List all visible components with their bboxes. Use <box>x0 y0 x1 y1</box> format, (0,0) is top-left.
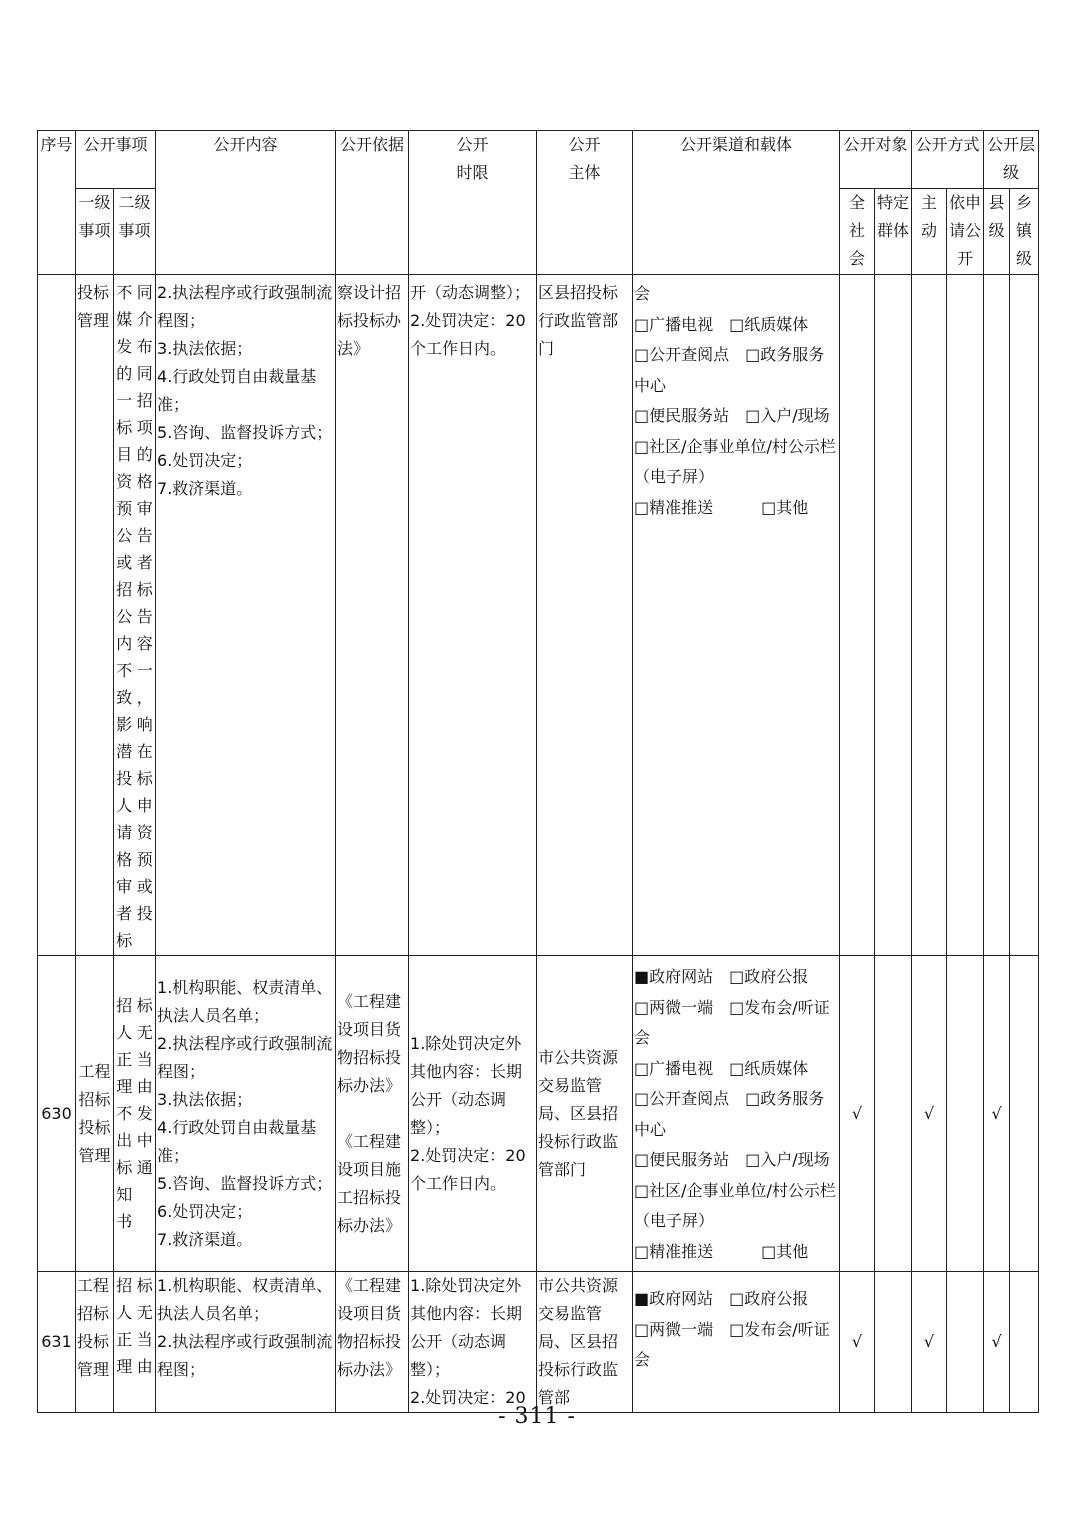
row-content: 2.执法程序或行政强制流程图； 3.执法依据； 4.行政处罚自由裁量基准； 5.咨询、监督投诉方式； 6.处罚决定； 7.救济渠道。 <box>156 275 336 956</box>
row-subject: 市公共资源交易监管局、区县招投标行政监管部门 <box>537 956 633 1272</box>
row-level2-col-a: 不 媒 发 的 一 标 目 资 预 公 或 招 公 内 不 致 影 潜 投 人 请 格 审 者 标 <box>116 283 133 950</box>
row-content: 1.机构职能、权责清单、执法人员名单； 2.执法程序或行政强制流程图； <box>156 1272 336 1413</box>
channel-item: □社区/企事业单位/村公示栏（电子屏） <box>634 1180 836 1230</box>
row-level2-col-b: 同 介 布 同 招 项 的 格 审 告 者 标 告 容 一 ， 响 在 标 申 资 预 或 投 <box>136 283 153 923</box>
row-target-specific <box>875 956 912 1272</box>
row-method-active: √ <box>912 956 947 1272</box>
row-level-town <box>1010 275 1039 956</box>
row-seq: 630 <box>38 956 76 1272</box>
row-level-town <box>1010 1272 1039 1413</box>
row-basis: 察设计招标投标办法》 <box>336 275 409 956</box>
page-number: - 311 - <box>498 1404 576 1429</box>
header-level1: 一级事项 <box>76 189 114 275</box>
channel-item: □广播电视 □纸质媒体 <box>634 1058 809 1078</box>
table-row <box>38 956 1039 1272</box>
header-level2: 二级事项 <box>114 189 156 275</box>
row-method-request <box>947 275 984 956</box>
header-method-request: 依申 请公 开 <box>947 189 984 275</box>
channel-item: □广播电视 □纸质媒体 <box>634 314 809 334</box>
header-level-town: 乡 镇 级 <box>1010 189 1039 275</box>
row-target-all: √ <box>840 1272 875 1413</box>
row-level-county: √ <box>984 1272 1010 1413</box>
row-level2-col-b: 标 无 当 由 发 中 通 <box>136 996 153 1177</box>
row-level2-col-b: 标 无 当 由 <box>136 1276 153 1376</box>
row-method-request <box>947 956 984 1272</box>
row-level1: 工程 招标 投标 管理 <box>76 1272 114 1413</box>
row-level2-col-a: 招 人 正 理 <box>116 1276 133 1376</box>
row-channels <box>633 275 840 956</box>
row-time-limit: 开（动态调整）； 2.处罚决定：20个工作日内。 <box>409 275 537 956</box>
row-basis: 《工程建设项目货物招标投标办法》 <box>336 1272 409 1413</box>
row-level2-col-a: 招 人 正 理 不 出 标 知书 <box>116 996 133 1231</box>
header-row-1 <box>38 131 1039 189</box>
row-subject: 市公共资源交易监管局、区县招投标行政监管部 <box>537 1272 633 1413</box>
header-method-active: 主 动 <box>912 189 947 275</box>
row-level2 <box>114 275 156 956</box>
row-basis: 《工程建设项目货物招标投标办法》 《工程建设项目施工招标投标办法》 <box>336 956 409 1272</box>
table-row <box>38 1272 1039 1413</box>
row-level2 <box>114 956 156 1272</box>
header-target-all: 全 社 会 <box>840 189 875 275</box>
row-method-active <box>912 275 947 956</box>
row-target-specific <box>875 275 912 956</box>
row-content: 1.机构职能、权责清单、执法人员名单； 2.执法程序或行政强制流程图； 3.执法依据； 4.行政处罚自由裁量基准； 5.咨询、监督投诉方式； 6.处罚决定； 7.救济渠道。 <box>156 956 336 1272</box>
table-row <box>38 275 1039 956</box>
channel-item: 会 <box>634 284 651 303</box>
channel-item: □两微一端 □发布会/听证会 <box>634 1319 830 1369</box>
row-channels <box>633 956 840 1272</box>
header-seq: 序号 <box>38 131 76 275</box>
row-channels <box>633 1272 840 1413</box>
row-method-request <box>947 1272 984 1413</box>
header-subject: 公开 主体 <box>537 131 633 275</box>
header-level-county: 县 级 <box>984 189 1010 275</box>
row-target-all: √ <box>840 956 875 1272</box>
row-seq <box>38 275 76 956</box>
channel-item: ■政府网站 □政府公报 <box>634 1289 809 1308</box>
channel-item: □两微一端 □发布会/听证会 <box>634 997 830 1047</box>
header-channel: 公开渠道和载体 <box>633 131 840 275</box>
header-method-group: 公开方式 <box>912 131 984 189</box>
channel-item: □公开查阅点 □政务服务中心 <box>634 1089 825 1139</box>
header-item-group: 公开事项 <box>76 131 156 189</box>
row-level-county <box>984 275 1010 956</box>
row-target-specific <box>875 1272 912 1413</box>
header-basis: 公开依据 <box>336 131 409 275</box>
disclosure-table <box>37 130 1039 1413</box>
row-level1: 工程 招标 投标 管理 <box>76 956 114 1272</box>
header-level-group: 公开层级 <box>984 131 1039 189</box>
channel-item: □精准推送 □其他 <box>634 1241 809 1261</box>
channel-item: □便民服务站 □入户/现场 <box>634 406 830 425</box>
row-target-all <box>840 275 875 956</box>
row-level1: 投标 管理 <box>76 275 114 956</box>
row-time-limit: 1.除处罚决定外其他内容：长期公开（动态调整）； 2.处罚决定：20 <box>409 1272 537 1413</box>
channel-item: ■政府网站 □政府公报 <box>634 967 809 986</box>
row-subject: 区县招投标行政监管部门 <box>537 275 633 956</box>
header-target-specific: 特定 群体 <box>875 189 912 275</box>
header-time-limit: 公开 时限 <box>409 131 537 275</box>
row-level-county: √ <box>984 956 1010 1272</box>
channel-item: □便民服务站 □入户/现场 <box>634 1150 830 1169</box>
row-seq: 631 <box>38 1272 76 1413</box>
row-level2 <box>114 1272 156 1413</box>
row-level-town <box>1010 956 1039 1272</box>
channel-item: □公开查阅点 □政务服务中心 <box>634 345 825 395</box>
header-target-group: 公开对象 <box>840 131 912 189</box>
row-method-active: √ <box>912 1272 947 1413</box>
row-time-limit: 1.除处罚决定外其他内容：长期公开（动态调整）； 2.处罚决定：20个工作日内。 <box>409 956 537 1272</box>
header-content: 公开内容 <box>156 131 336 275</box>
channel-item: □社区/企事业单位/村公示栏（电子屏） <box>634 436 836 486</box>
channel-item: □精准推送 □其他 <box>634 497 809 517</box>
